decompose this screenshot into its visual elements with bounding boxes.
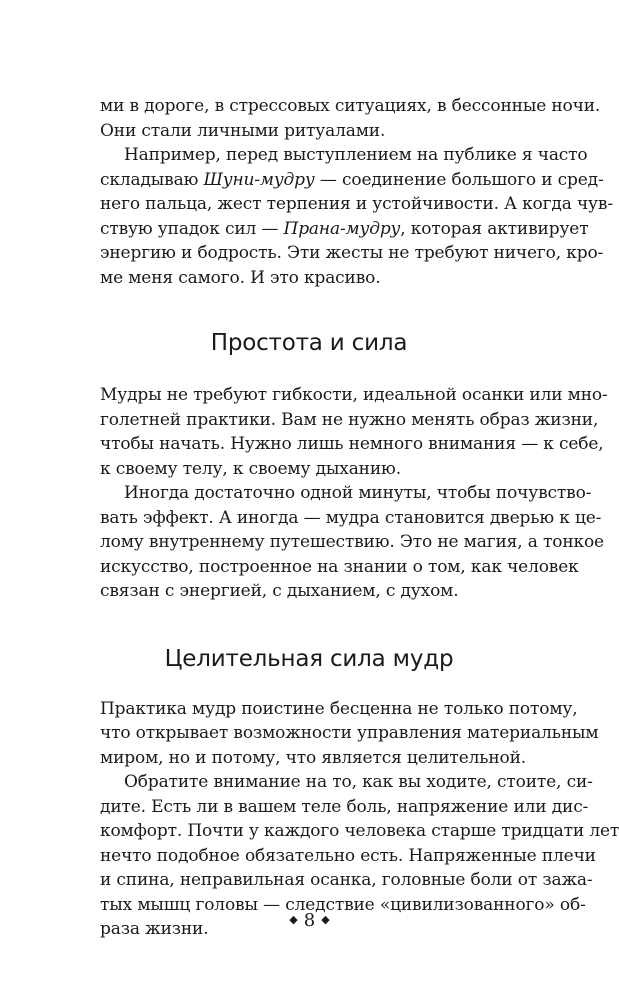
section1-paragraph-1 (100, 383, 608, 481)
intro-paragraph-2 (100, 143, 613, 290)
text-line: Иногда достаточно одной минуты, чтобы почувство- (124, 483, 592, 503)
text-line: дите. Есть ли в вашем теле боль, напряжение или дис- (100, 796, 589, 817)
text-line: чтобы начать. Нужно лишь немного внимания — к себе, (100, 434, 604, 454)
diamond-ornament-icon: ◆ (289, 913, 298, 926)
section-heading: Простота и сила (210, 330, 408, 356)
text-line: голетней практики. Вам не нужно менять образ жизни, (100, 409, 599, 430)
text-run: складываю (100, 169, 204, 190)
italic-term-shuni-mudra: Шуни-мудру (203, 169, 315, 190)
text-line: миром, но и потому, что является целительной. (100, 747, 527, 768)
text-line: Они стали личными ритуалами. (100, 120, 386, 141)
section2-paragraph-1 (100, 697, 599, 771)
text-line: Например, перед выступлением на публике я часто (124, 145, 588, 165)
text-line (100, 217, 589, 242)
text-run: ствую упадок сил — (100, 218, 284, 239)
text-line: и спина, неправильная осанка, головные боли от зажа- (100, 870, 593, 890)
page-number: 8 (303, 910, 316, 931)
text-line: энергию и бодрость. Эти жесты не требуют ничего, кро- (100, 243, 604, 263)
page-body (100, 94, 619, 942)
text-line: нечто подобное обязательно есть. Напряженные плечи (100, 845, 596, 866)
text-line: к своему телу, к своему дыханию. (100, 458, 401, 479)
text-line: что открывает возможности управления материальным (100, 723, 599, 743)
text-line: тых мышц головы — следствие «цивилизованного» об- (100, 894, 586, 915)
text-line: раза жизни. (100, 919, 209, 939)
text-line: Обратите внимание на то, как вы ходите, стоите, си- (124, 772, 593, 792)
text-line: лому внутреннему путешествию. Это не магия, а тонкое (100, 532, 604, 552)
diamond-ornament-icon: ◆ (321, 913, 330, 926)
text-line (100, 168, 604, 193)
text-line: искусство, построенное на знании о том, как человек (100, 556, 579, 577)
section-heading: Целительная сила мудр (164, 645, 454, 672)
text-line: Мудры не требуют гибкости, идеальной осанки или мно- (100, 385, 608, 405)
page-footer (0, 910, 619, 931)
text-line: ме меня самого. И это красиво. (100, 267, 381, 288)
text-line: комфорт. Почти у каждого человека старше тридцати лет (100, 821, 619, 841)
text-line: ми в дороге, в стрессовых ситуациях, в бессонные ночи. (100, 96, 601, 116)
italic-term-prana-mudra: Прана-мудру (283, 218, 401, 239)
section1-paragraph-2 (100, 481, 604, 604)
intro-paragraph (100, 94, 601, 143)
text-run: — соединение большого и сред- (314, 169, 604, 190)
text-line: вать эффект. А иногда — мудра становится дверью к це- (100, 507, 602, 528)
text-run: , которая активирует (400, 218, 589, 239)
text-line: Практика мудр поистине бесценна не только потому, (100, 698, 578, 719)
text-line: него пальца, жест терпения и устойчивости. А когда чув- (100, 194, 613, 214)
text-line: связан с энергией, с дыханием, с духом. (100, 581, 459, 601)
